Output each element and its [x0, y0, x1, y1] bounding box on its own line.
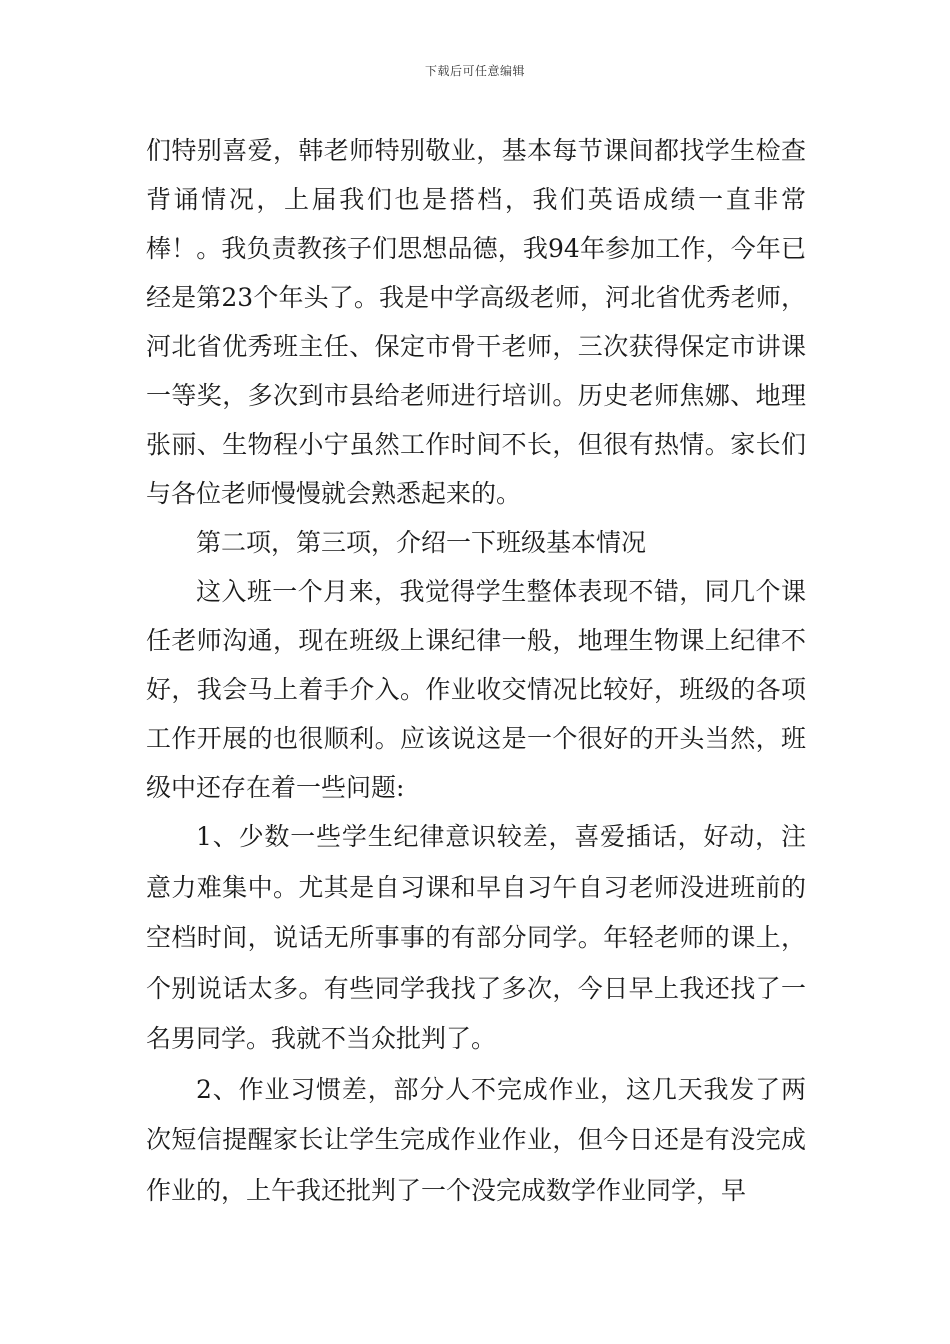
paragraph-issue-2: 2、作业习惯差，部分人不完成作业，这几天我发了两次短信提醒家长让学生完成作业作业，但今日还是有没完成作业的，上午我还批判了一个没完成数学作业同学，早: [146, 1074, 806, 1205]
paragraph-teachers: 们特别喜爱，韩老师特别敬业，基本每节课间都找学生检查背诵情况，上届我们也是搭档，我们英语成绩一直非常棒！。我负责教孩子们思想品德，我94年参加工作，今年已经是第23个年头了。我是中学高级老师，河北省优秀老师，河北省优秀班主任、保定市骨干老师，三次获得保定市讲课一等奖，多次到市县给老师进行培训。历史老师焦娜、地理张丽、生物程小宁虽然工作时间不长，但很有热情。家长们与各位老师慢慢就会熟悉起来的。: [146, 136, 806, 508]
page-header: 下载后可任意编辑: [424, 64, 525, 78]
paragraph-class-overview: 这入班一个月来，我觉得学生整体表现不错，同几个课任老师沟通，现在班级上课纪律一般，地理生物课上纪律不好，我会马上着手介入。作业收交情况比较好，班级的各项工作开展的也很顺利。应该说这是一个很好的开头当然，班级中还存在着一些问题:: [146, 577, 806, 802]
document-body: [146, 126, 806, 1216]
paragraph-issue-1: 1、少数一些学生纪律意识较差，喜爱插话，好动，注意力难集中。尤其是自习课和早自习午自习老师没进班前的空档时间，说话无所事事的有部分同学。年轻老师的课上，个别说话太多。有些同学我找了多次，今日早上我还找了一名男同学。我就不当众批判了。: [146, 822, 806, 1053]
paragraph-section-heading: 第二项，第三项，介绍一下班级基本情况: [196, 528, 647, 557]
